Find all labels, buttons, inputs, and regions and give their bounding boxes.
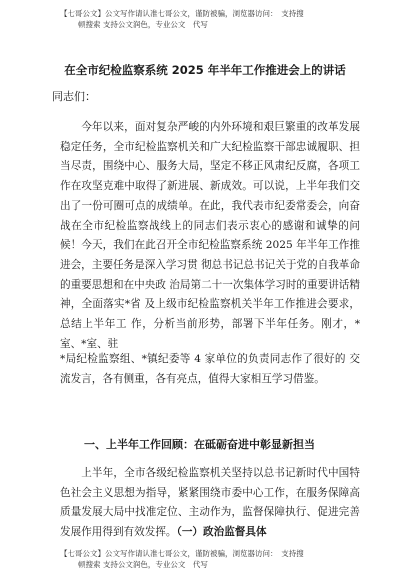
header-banner-line2: 顿搜索 支持公文润色，专业公文 代写 bbox=[78, 20, 208, 29]
header-banner bbox=[60, 8, 390, 30]
paragraph-3-text: 上半年，全市各级纪检监察机关坚持以总书记新时代中国特色社会主义思想为指导，紧紧围绕市委中心工作，在服务保障高质量发展大局中找准定位、主动作为，监督保障执行、促进完善发展作用得到有效发挥。 bbox=[60, 467, 360, 539]
paragraph-1: 今年以来，面对复杂严峻的内外环境和艰巨繁重的改革发展稳定任务，全市纪检监察机关和广大纪检监察干部忠诚履职、担当尽责，围绕中心、服务大局，坚定不移正风肃纪反腐，各项工作在攻坚克难中取得了新进展、新成效。可以说，上半年我们交出了一份可圈可点的成绩单。在此，我代表市纪委常委会，向奋战在全市纪检监察战线上的同志们表示衷心的感谢和诚挚的问候！今天，我们在此召开全市纪检监察系统 2025 年半年工作推进会，主要任务是深入学习贯 彻总书记总书记关于党的自我革命的重要思想和在中央政 治局第二十一次集体学习时的重要讲话精神，全面落实*省 及上级市纪检监察机关半年工作推进会要求，总结上半年工 作，分析当前形势，部署下半年任务。刚才，*室、*室、驻 bbox=[60, 121, 360, 350]
section-heading-1: 一、上半年工作回顾：在砥砺奋进中彰显新担当 bbox=[84, 438, 315, 451]
paragraph-2: *局纪检监察组、*镇纪委等 4 家单位的负责同志作了很好的 交流发言，各有侧重，各有亮点，值得大家相互学习借鉴。 bbox=[60, 353, 360, 385]
footer-banner-line2: 顿搜索 支持公文润色，专业公文 代写 bbox=[78, 560, 208, 569]
header-banner-line1: 【七哥公文】公文写作请认准七哥公文，谨防被骗，浏览器访问： 支持搜 bbox=[60, 9, 304, 18]
paragraph-3 bbox=[60, 464, 360, 543]
footer-banner bbox=[60, 548, 390, 570]
footer-banner-line1: 【七哥公文】公文写作请认准七哥公文，谨防被骗，浏览器访问： 支持搜 bbox=[60, 549, 304, 558]
greeting: 同志们： bbox=[52, 90, 96, 103]
document-title: 在全市纪检监察系统 2025 年半年工作推进会上的讲话 bbox=[64, 63, 346, 77]
subheading-inline: （一）政治监督具体 bbox=[176, 526, 267, 539]
